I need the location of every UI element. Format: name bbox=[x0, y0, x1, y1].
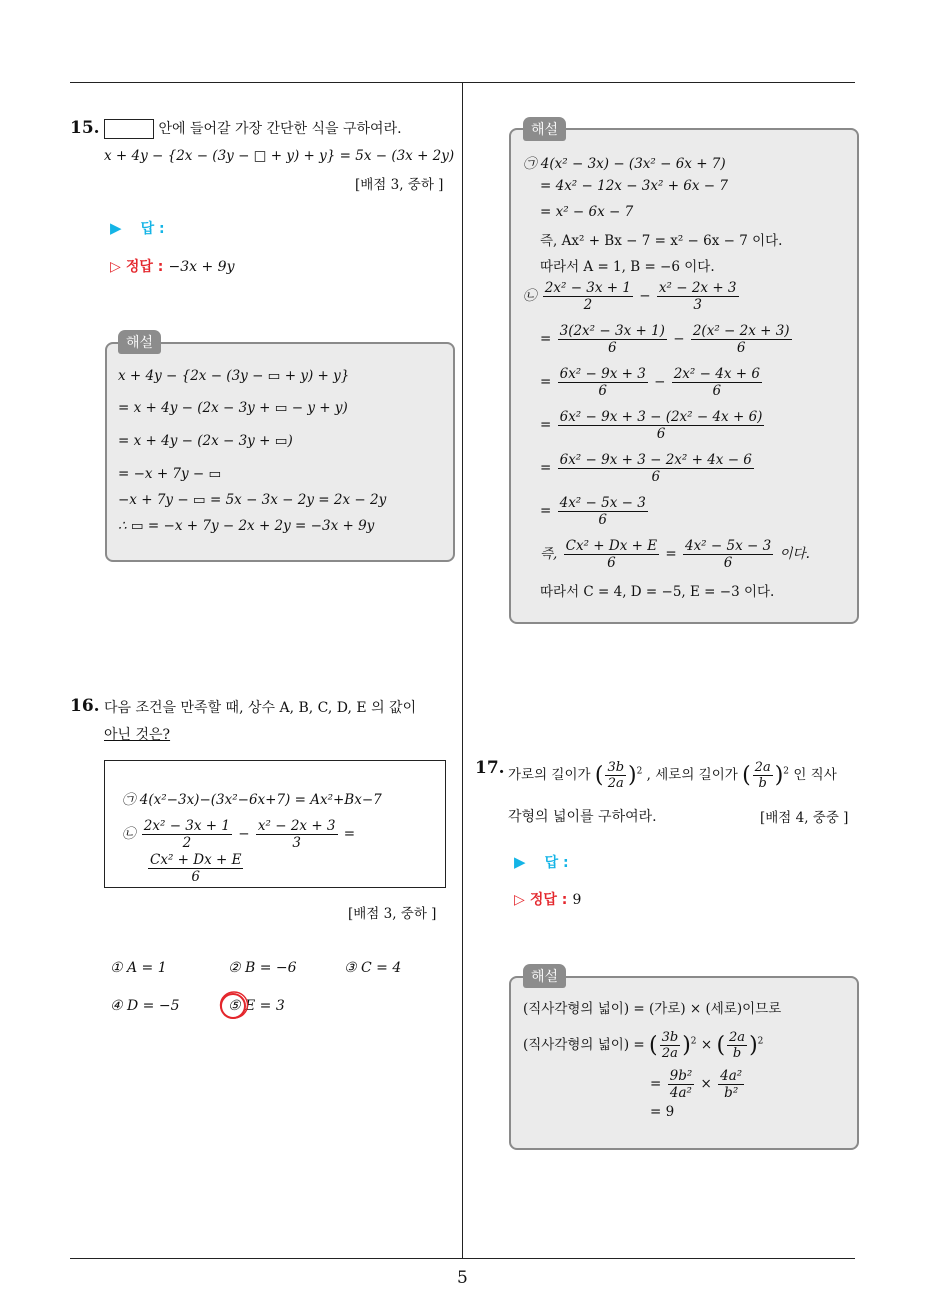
q16-f2-num: x² − 2x + 3 bbox=[257, 818, 336, 834]
sol16-line-12: 즉, $\frac{\text{Cx² + Dx + E}}{6}$ = $\frac{\text{4x² − 5x − 3}}{6}$ 이다. bbox=[540, 538, 810, 571]
q15-blank-box bbox=[104, 119, 154, 139]
q16-cond2-mark: ㉡ bbox=[122, 826, 136, 842]
q16-f3-den: 6 bbox=[191, 869, 201, 885]
q17-sol-line-4: = 9 bbox=[650, 1104, 675, 1120]
sol16-l6b-num: x² − 2x + 3 bbox=[658, 280, 737, 296]
q15-correct-row bbox=[110, 256, 234, 276]
q17-s2-f2-num: 2a bbox=[729, 1030, 746, 1045]
page-number: 5 bbox=[457, 1268, 468, 1288]
q17-f1-num: 3b bbox=[607, 760, 625, 775]
q17-correct-value: 9 bbox=[572, 892, 582, 908]
q17-correct-label: 정답 : bbox=[529, 892, 568, 908]
q17-answer-row bbox=[514, 852, 569, 872]
sol16-l9-num: 6x² − 9x + 3 − (2x² − 4x + 6) bbox=[559, 409, 763, 425]
sol16-l8a-num: 6x² − 9x + 3 bbox=[559, 366, 646, 382]
q17-s3-den2: b² bbox=[724, 1085, 739, 1101]
q15-prompt-text: 안에 들어갈 가장 간단한 식을 구하여라. bbox=[158, 121, 402, 137]
q17-correct-row bbox=[514, 889, 581, 909]
q17-p2: , 세로의 길이가 bbox=[646, 767, 738, 783]
q15-answer-label: 답 : bbox=[140, 221, 165, 237]
q16-choice-2[interactable]: ② B = −6 bbox=[228, 960, 297, 976]
correct-triangle-icon: ▷ bbox=[110, 259, 121, 275]
sol16-line-4: 즉, Ax² + Bx − 7 = x² − 6x − 7 이다. bbox=[540, 233, 783, 249]
q16-f2-den: 3 bbox=[292, 835, 301, 851]
column-divider bbox=[462, 82, 463, 1258]
q16-cond2-frac1 bbox=[142, 818, 232, 851]
sol16-l8a-den: 6 bbox=[598, 383, 607, 399]
q15-sol-line-3: = x + 4y − (2x − 3y + ▭) bbox=[118, 433, 293, 449]
q16-prompt: 다음 조건을 만족할 때, 상수 A, B, C, D, E 의 값이 bbox=[104, 700, 417, 716]
q16-f1-num: 2x² − 3x + 1 bbox=[143, 818, 230, 834]
bottom-rule bbox=[70, 1258, 855, 1259]
q16-choice-3[interactable]: ③ C = 4 bbox=[344, 960, 402, 976]
q17-s2-f1-den: 2a bbox=[661, 1046, 678, 1061]
sol16-l8b-num: 2x² − 4x + 6 bbox=[673, 366, 760, 382]
q16-choice-1[interactable]: ① A = 1 bbox=[110, 960, 167, 976]
sol16-l6a-den: 2 bbox=[583, 297, 593, 313]
sol16-l12-post: 이다. bbox=[779, 546, 810, 562]
sol16-l7b-den: 6 bbox=[736, 340, 746, 356]
sol16-line-13: 따라서 C = 4, D = −5, E = −3 이다. bbox=[540, 584, 775, 600]
q15-sol-line-5: −x + 7y − ▭ = 5x − 3x − 2y = 2x − 2y bbox=[118, 492, 387, 508]
q15-equation: x + 4y − {2x − (3y − □ + y) + y} = 5x − (3x + 2y) bbox=[104, 148, 455, 164]
q15-solution-tag: 해설 bbox=[118, 330, 161, 354]
q16-cond-2b bbox=[146, 852, 245, 885]
sol16-line-5: 따라서 A = 1, B = −6 이다. bbox=[540, 259, 715, 275]
sol16-l12-pre: 즉, bbox=[540, 546, 558, 562]
q16-cond-1: ㉠ 4(x²−3x)−(3x²−6x+7) = Ax²+Bx−7 bbox=[122, 792, 382, 808]
q17-p1: 가로의 길이가 bbox=[508, 767, 591, 783]
q16-cond2-frac3 bbox=[148, 852, 243, 885]
sol16-line-6: ㉡ $\frac{\text{2x² − 3x + 1}}{2}$ − $\frac{\text{x² − 2x + 3}}{3}$ bbox=[523, 280, 737, 313]
q15-prompt bbox=[104, 118, 402, 139]
q15-correct-value: −3x + 9y bbox=[168, 259, 235, 275]
q16-f1-den: 2 bbox=[182, 835, 192, 851]
q17-s3-num2: 4a² bbox=[720, 1068, 743, 1084]
q17-sol-line-2: (직사각형의 넓이) = ( $\frac{3b}{2a}$ )$^2$ × ( $\frac{2a}{b}$ )$^2$ bbox=[523, 1030, 764, 1061]
answer-triangle-icon: ▶ bbox=[110, 219, 122, 237]
sol16-l6a-num: 2x² − 3x + 1 bbox=[544, 280, 631, 296]
q15-answer-row bbox=[110, 218, 165, 238]
sol16-l11-den: 6 bbox=[598, 512, 607, 528]
sol16-l11-num: 4x² − 5x − 3 bbox=[559, 495, 646, 511]
q15-sol-line-1: x + 4y − {2x − (3y − ▭ + y) + y} bbox=[118, 368, 350, 384]
q17-prompt-line-1: 가로의 길이가 ( $\frac{3b}{2a}$ )$^2$ , 세로의 길이가 ( $\frac{2a}{b}$ )$^2$ 인 직사 bbox=[508, 760, 837, 791]
sol16-line-8: = $\frac{\text{6x² − 9x + 3}}{6}$ − $\frac{\text{2x² − 4x + 6}}{6}$ bbox=[540, 366, 760, 399]
q15-score: [배점 3, 중하 ] bbox=[355, 177, 444, 193]
correct-triangle-icon: ▷ bbox=[514, 892, 525, 908]
q17-p3: 인 직사 bbox=[793, 767, 837, 783]
answer-mark-circle-icon bbox=[218, 990, 250, 1022]
q15-sol-line-4: = −x + 7y − ▭ bbox=[118, 466, 222, 482]
q17-s3-den1: 4a² bbox=[669, 1085, 692, 1101]
sol16-l12a-den: 6 bbox=[607, 555, 616, 571]
sol16-l7a-num: 3(2x² − 3x + 1) bbox=[559, 323, 665, 339]
q15-sol-line-2: = x + 4y − (2x − 3y + ▭ − y + y) bbox=[118, 400, 348, 416]
sol16-l10-num: 6x² − 9x + 3 − 2x² + 4x − 6 bbox=[559, 452, 752, 468]
q17-number: 17. bbox=[475, 758, 505, 778]
q16-solution-tag: 해설 bbox=[523, 117, 566, 141]
q17-solution-tag: 해설 bbox=[523, 964, 566, 988]
q17-f2-num: 2a bbox=[754, 760, 771, 775]
sol16-l12b-den: 6 bbox=[723, 555, 733, 571]
sol16-l12a-num: Cx² + Dx + E bbox=[565, 538, 658, 554]
q17-s2-f1-num: 3b bbox=[661, 1030, 679, 1045]
q17-s2-f2-den: b bbox=[732, 1046, 742, 1061]
q17-f1-den: 2a bbox=[607, 776, 624, 791]
sol16-line-3: = x² − 6x − 7 bbox=[540, 204, 634, 220]
q17-sol-line-1: (직사각형의 넓이) = (가로) × (세로)이므로 bbox=[523, 1001, 782, 1017]
sol16-l8b-den: 6 bbox=[712, 383, 722, 399]
q17-prompt-line-2: 각형의 넓이를 구하여라. bbox=[508, 809, 657, 825]
q16-choice-5[interactable]: ⑤ E = 3 bbox=[228, 998, 285, 1014]
sol16-line-2: = 4x² − 12x − 3x² + 6x − 7 bbox=[540, 178, 728, 194]
sol16-line-11: = $\frac{\text{4x² − 5x − 3}}{6}$ bbox=[540, 495, 646, 528]
sol16-line-1: ㉠ 4(x² − 3x) − (3x² − 6x + 7) bbox=[523, 156, 726, 172]
q17-sol-2-text: (직사각형의 넓이) = bbox=[523, 1037, 645, 1053]
sol16-line-7: = $\frac{\text{3(2x² − 3x + 1)}}{6}$ − $\frac{\text{2(x² − 2x + 3)}}{6}$ bbox=[540, 323, 790, 356]
sol16-line-9: = $\frac{\text{6x² − 9x + 3 − (2x² − 4x + 6)}}{6}$ bbox=[540, 409, 763, 442]
q17-answer-label: 답 : bbox=[544, 855, 569, 871]
sol16-l7b-num: 2(x² − 2x + 3) bbox=[692, 323, 790, 339]
sol16-l7a-den: 6 bbox=[607, 340, 617, 356]
q15-number: 15. bbox=[70, 118, 100, 138]
q15-sol-line-6: ∴ ▭ = −x + 7y − 2x + 2y = −3x + 9y bbox=[118, 518, 375, 534]
q16-f3-num: Cx² + Dx + E bbox=[150, 852, 242, 868]
q17-sol-line-3: = $\frac{\text{9b²}}{\text{4a²}}$ × $\frac{\text{4a²}}{\text{b²}}$ bbox=[650, 1068, 743, 1101]
sol16-l10-den: 6 bbox=[651, 469, 661, 485]
sol16-line-10: = $\frac{\text{6x² − 9x + 3 − 2x² + 4x − 6}}{6}$ bbox=[540, 452, 752, 485]
q15-correct-label: 정답 : bbox=[125, 259, 164, 275]
q17-f2-den: b bbox=[758, 776, 767, 791]
q16-score: [배점 3, 중하 ] bbox=[348, 906, 437, 922]
sol16-l9-den: 6 bbox=[656, 426, 666, 442]
q16-number: 16. bbox=[70, 696, 100, 716]
q16-prompt-2: 아닌 것은? bbox=[104, 727, 171, 743]
q17-s3-num1: 9b² bbox=[669, 1068, 693, 1084]
answer-triangle-icon: ▶ bbox=[514, 853, 526, 871]
sol16-l6b-den: 3 bbox=[693, 297, 702, 313]
q16-cond2-frac2 bbox=[256, 818, 338, 851]
q17-score: [배점 4, 중중 ] bbox=[760, 810, 849, 826]
q16-choice-4[interactable]: ④ D = −5 bbox=[110, 998, 180, 1014]
sol16-l12b-num: 4x² − 5x − 3 bbox=[684, 538, 772, 554]
q16-cond-2: ㉡ $\frac{\text{2x² − 3x + 1}}{2}$ − $\frac{\text{x² − 2x + 3}}{3}$ = bbox=[122, 818, 356, 851]
